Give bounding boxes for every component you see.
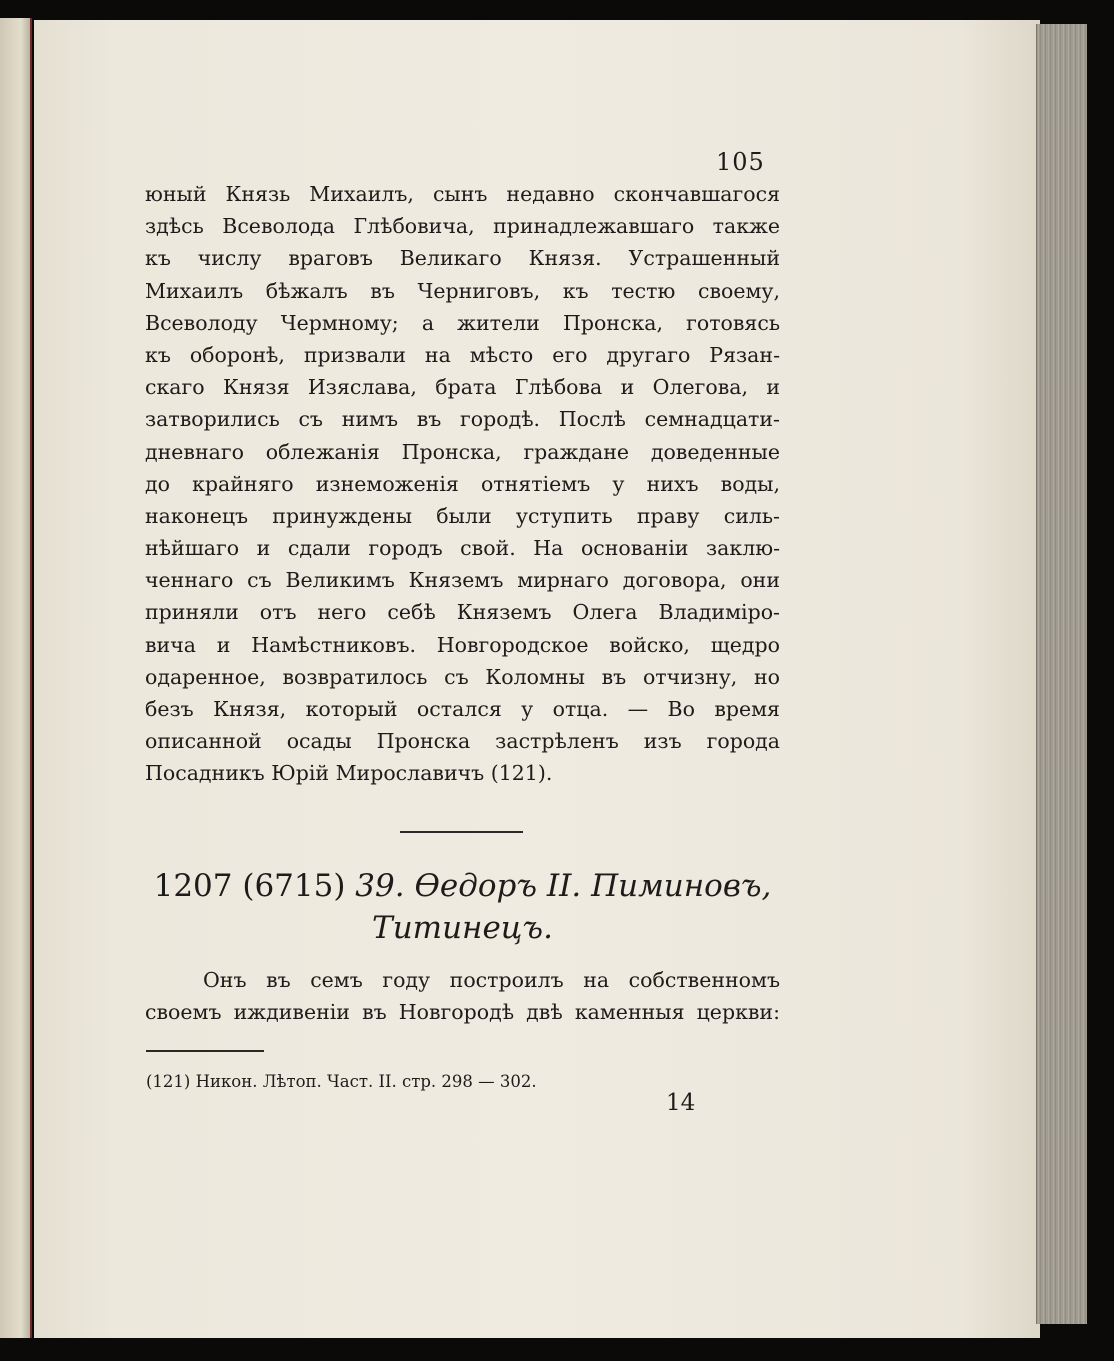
fore-edge: [1036, 24, 1087, 1324]
text-line: Всеволоду Чермному; а жители Пронска, готовясь: [145, 310, 780, 335]
text-line: Посадникъ Юрій Мирославичъ (121).: [145, 761, 553, 786]
section-heading: [145, 862, 780, 910]
text-line: наконецъ принуждены были уступить праву силь-: [145, 503, 780, 528]
text-line: вича и Намѣстниковъ. Новгородское войско, щедро: [145, 632, 780, 657]
text-line: одаренное, возвратилось съ Коломны въ отчизну, но: [145, 664, 780, 689]
text-line: затворились съ нимъ въ городѣ. Послѣ семнадцати-: [145, 407, 780, 432]
signature-mark: 14: [666, 1090, 696, 1116]
footnote: (121) Никон. Лѣтоп. Част. II. стр. 298 — 302.: [146, 1072, 537, 1091]
heading-subtitle: Титинецъ.: [372, 910, 553, 946]
text-line: юный Князь Михаилъ, сынъ недавно скончавшагося: [145, 182, 780, 206]
text-line: дневнаго облежанія Пронска, граждане доведенные: [145, 439, 780, 464]
text-line: описанной осады Пронска застрѣленъ изъ города: [145, 729, 780, 754]
text-line: приняли отъ него себѣ Княземъ Олега Владиміро-: [145, 600, 780, 625]
section-divider: [400, 831, 523, 833]
left-page-edge: [0, 18, 32, 1338]
text-line: ченнаго съ Великимъ Княземъ мирнаго договора, они: [145, 568, 780, 593]
body-paragraph: [145, 178, 780, 790]
text-line: своемъ иждивеніи въ Новгородѣ двѣ каменныя церкви:: [145, 1000, 780, 1024]
second-paragraph: [145, 964, 780, 1028]
heading-year: 1207 (6715): [153, 868, 346, 904]
page-number: 105: [716, 148, 765, 176]
heading-title: 39. Ѳедоръ II. Пиминовъ,: [355, 868, 772, 904]
text-line: безъ Князя, который остался у отца. — Во время: [145, 697, 780, 721]
text-line: до крайняго изнеможенія отнятіемъ у нихъ воды,: [145, 471, 780, 496]
text-line: къ числу враговъ Великаго Князя. Устрашенный: [145, 246, 780, 271]
text-line: Онъ въ семъ году построилъ на собственномъ: [203, 968, 780, 992]
text-line: скаго Князя Изяслава, брата Глѣбова и Олегова, и: [145, 375, 780, 400]
footnote-divider: [146, 1050, 264, 1052]
text-line: нѣйшаго и сдали городъ свой. На основаніи заклю-: [145, 536, 780, 561]
text-line: къ оборонѣ, призвали на мѣсто его другаго Рязан-: [145, 342, 780, 367]
text-line: Михаилъ бѣжалъ въ Черниговъ, къ тестю своему,: [145, 278, 780, 303]
text-line: здѣсь Всеволода Глѣбовича, принадлежавшаго также: [145, 214, 780, 239]
